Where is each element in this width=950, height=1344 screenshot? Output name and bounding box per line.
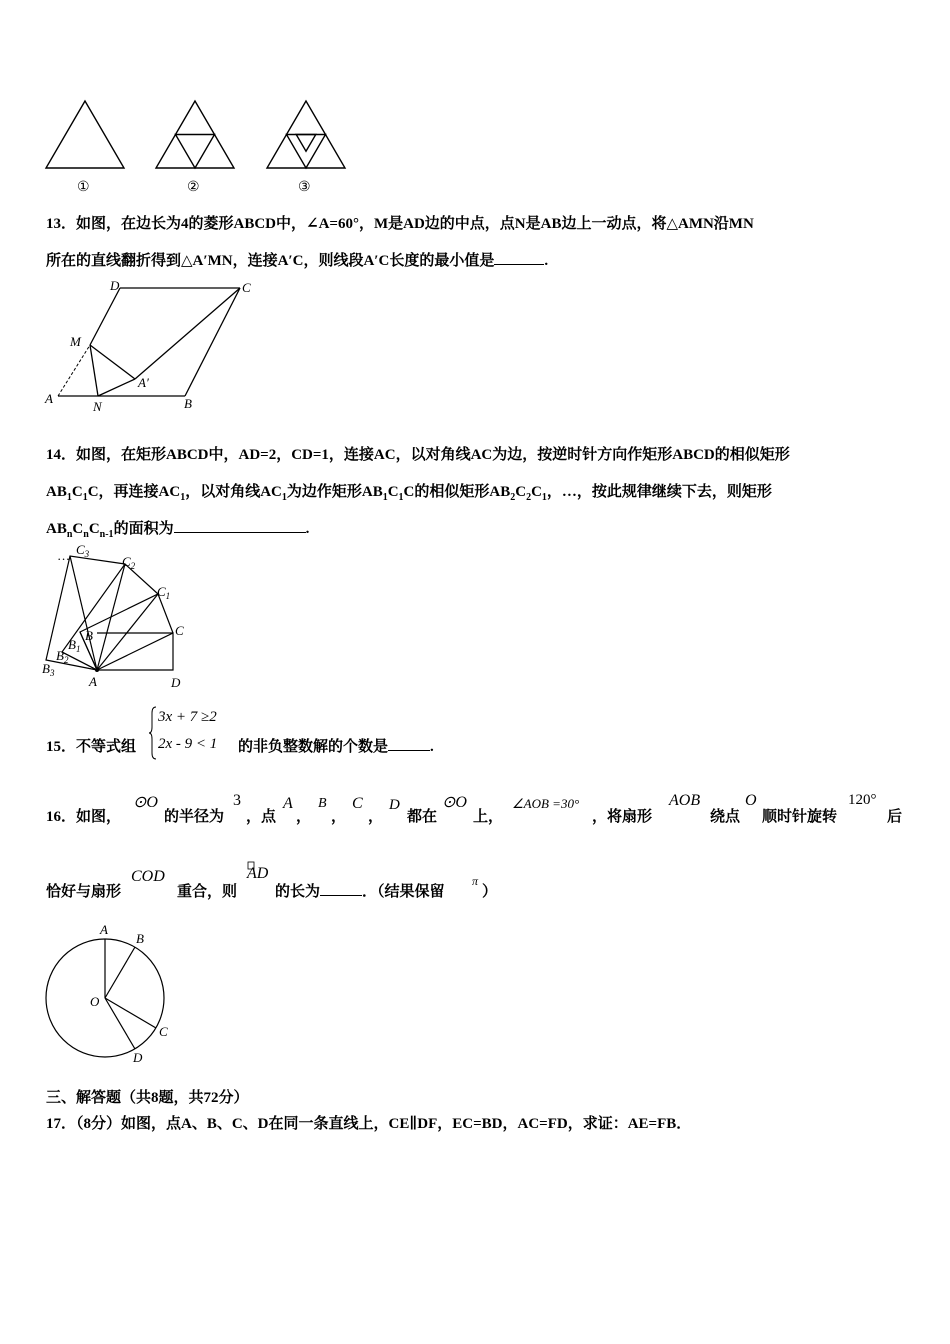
q15-brace — [148, 705, 158, 761]
q16-label-A: A — [100, 922, 108, 937]
q13-rhombus-figure — [40, 278, 270, 413]
q16-comma2: ， — [331, 809, 347, 825]
q16-AOB: AOB — [669, 792, 701, 809]
q14-label-C1: $C_1$ — [157, 584, 171, 601]
q15-line: 15．不等式组 — [46, 739, 137, 755]
q14-label-A: A — [89, 674, 97, 689]
q16-B: B — [318, 796, 327, 811]
triangle-3 — [267, 101, 345, 168]
q17-text: 17．（8分）如图，点A、B、C、D在同一条直线上，CE∥DF，EC=BD，AC=FD，求证：AE=FB． — [46, 1116, 692, 1132]
q13-label-C: C — [242, 280, 251, 295]
q14-label-C: C — [175, 623, 184, 638]
q16-comma1: ， — [296, 809, 312, 825]
q16-l1b: 的半径为 — [164, 809, 225, 825]
q16-l1e: 上， — [473, 809, 504, 825]
q13-end: . — [544, 253, 549, 269]
q16-comma3: ， — [368, 809, 384, 825]
triangle-label-1: ① — [77, 180, 90, 195]
q16-odot: ⊙O — [133, 794, 158, 811]
q16-l2e: ） — [482, 884, 498, 900]
q13-line2-text: 所在的直线翻折得到△A′MN，连接A′C，则线段A′C长度的最小值是 — [46, 253, 495, 269]
q16-label-D: D — [133, 1050, 143, 1065]
q16-O: O — [745, 792, 757, 809]
q16-l1c: ，点 — [246, 809, 277, 825]
q14-line2: $AB_1C_1C$，再连接$AC_1$，以对角线$AC_1$为边作矩形$AB_1C_1C$的相似矩形$AB_2C_2C_1$，…，按此规律继续下去，则矩形 — [46, 484, 772, 503]
q16-degree: 120° — [848, 792, 877, 808]
q14-answer-blank[interactable] — [174, 518, 306, 533]
q16-circle-figure — [40, 918, 190, 1068]
q16-C: C — [352, 795, 363, 812]
q16-l1f: ，将扇形 — [592, 809, 653, 825]
q16-l2a: 恰好与扇形 — [46, 884, 122, 900]
q13-label-D: D — [110, 278, 120, 293]
q14-label-B1: $B_1$ — [68, 637, 81, 654]
q13-label-N: N — [93, 399, 102, 413]
q16-label-O: O — [90, 994, 100, 1009]
triangle-1 — [46, 101, 124, 168]
q16-l1h: 顺时针旋转 — [762, 809, 838, 825]
q13-answer-blank[interactable] — [494, 250, 544, 265]
arc-symbol — [247, 861, 257, 871]
q14-label-dots: … — [58, 548, 70, 563]
q16-l1d: 都在 — [407, 809, 438, 825]
triangle-label-2: ② — [187, 180, 200, 195]
q13-label-M: M — [70, 334, 81, 349]
q16-arc-AD: AD — [247, 865, 268, 883]
triangle-label-3: ③ — [298, 180, 311, 195]
q16-A: A — [283, 795, 293, 812]
q16-COD: COD — [131, 868, 165, 885]
q14-label-C2: $C_2$ — [122, 554, 136, 571]
q15-answer-blank[interactable] — [388, 736, 430, 751]
q16-line1: 16．如图， — [46, 809, 122, 825]
q15-suffix: 的非负整数解的个数是 . — [238, 735, 434, 756]
q13-line2 — [46, 249, 548, 270]
q15-ineq1: 3x + 7 ≥2 — [158, 709, 217, 725]
q14-label-D: D — [171, 675, 181, 690]
q16-l1i: 后 — [887, 809, 903, 825]
q14-line1: 14．如图，在矩形ABCD中，AD=2，CD=1，连接AC，以对角线AC为边，按逆时针方向作矩形ABCD的相似矩形 — [46, 447, 790, 463]
q14-label-B3: $B_3$ — [42, 661, 55, 678]
q16-l2b: 重合，则 — [177, 884, 238, 900]
q16-answer-blank[interactable] — [320, 881, 362, 896]
q16-angle: ∠AOB =30° — [512, 796, 580, 811]
q16-l2c: 的长为 ．（结果保留 — [275, 880, 445, 901]
q16-label-C: C — [159, 1024, 168, 1039]
q13-label-A1: A′ — [138, 375, 149, 390]
q15-system — [148, 705, 236, 761]
triangle-pattern-figure — [40, 95, 360, 200]
q14-line3: $AB_nC_nC_{n-1}$的面积为 . — [46, 517, 309, 540]
q16-pi: π — [472, 874, 479, 888]
q13-label-A: A — [45, 391, 53, 406]
q14-rectangles-figure — [40, 542, 210, 692]
q13-line1: 13．如图，在边长为4的菱形ABCD中，∠A=60°，M是AD边的中点，点N是AB边上一动点，将△AMN沿MN — [46, 216, 754, 232]
q16-label-B: B — [136, 931, 144, 946]
q14-label-B: B — [85, 628, 93, 643]
triangle-2 — [156, 101, 234, 168]
q13-label-B: B — [184, 396, 192, 411]
q16-odot2: ⊙O — [442, 794, 467, 811]
q15-ineq2: 2x - 9 < 1 — [158, 736, 218, 752]
q14-label-C3: $C_3$ — [76, 542, 90, 559]
q16-l1g: 绕点 — [710, 809, 741, 825]
q16-D: D — [389, 797, 400, 813]
q16-radius: 3 — [233, 792, 241, 809]
section-3-heading: 三、解答题（共8题，共72分） — [46, 1090, 249, 1106]
q14-label-B2: $B_2$ — [56, 648, 69, 665]
